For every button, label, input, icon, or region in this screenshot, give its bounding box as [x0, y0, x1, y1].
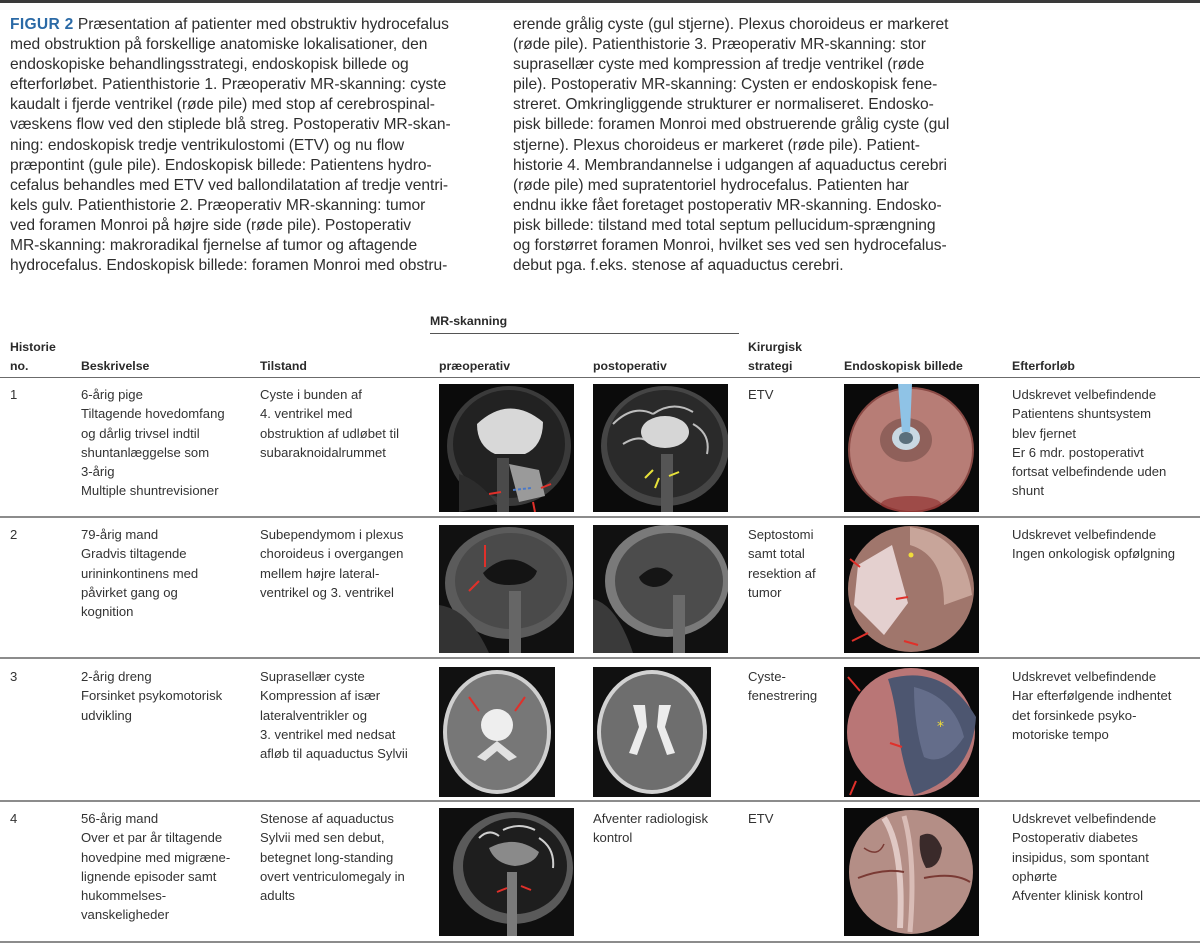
cell-line: ventrikel og 3. ventrikel [260, 584, 394, 600]
cell-line: lignende episoder samt [81, 868, 217, 884]
cell-line: ophørte [1012, 868, 1058, 884]
cell-tilstand [260, 385, 399, 462]
header-mr-skanning: MR-skanning [430, 314, 508, 328]
mri-sagittal-image [439, 808, 574, 936]
cell-line: Cyste- [748, 669, 786, 684]
cell-line: hukommelses- [81, 888, 167, 904]
endoscopic-image [844, 667, 979, 797]
yellow-star-marker [909, 553, 914, 558]
mr-skanning-rule [430, 333, 739, 334]
cell-line: 3. ventrikel med nedsat [260, 726, 396, 742]
cell-line: 56-årig mand [81, 811, 159, 826]
cell-line: Udskrevet velbefindende [1012, 811, 1157, 826]
cell-line: kognition [81, 604, 134, 620]
cell-line: shunt [1012, 483, 1045, 499]
figure-label: FIGUR 2 [10, 16, 74, 33]
header-strategi: strategi [748, 359, 793, 373]
cell-line: 4. ventrikel med [260, 406, 353, 422]
cell-line: afløb til aquaductus Sylvii [260, 746, 408, 762]
cell-line: kontrol [593, 830, 633, 846]
cell-kirurgisk-strategi [748, 809, 773, 828]
cell-line: Subependymom i plexus [260, 527, 404, 542]
caption-line: og forstørret foramen Monroi, hvilket ses ved sen hydrocefalus- [513, 237, 947, 255]
cell-no: 2 [10, 527, 18, 542]
mri-postoperative-3 [593, 667, 711, 797]
mri-preoperative-1 [439, 384, 574, 512]
cell-beskrivelse [81, 385, 225, 501]
cell-line: mellem højre lateral- [260, 565, 380, 581]
row-divider [0, 516, 1200, 518]
header-endoskopisk-billede: Endoskopisk billede [844, 359, 963, 373]
caption-line: kels gulv. Patienthistorie 2. Præoperativ MR-skanning: tumor [10, 196, 426, 214]
caption-line: ved foramen Monroi på højre side (røde pile). Postoperativ [10, 216, 411, 234]
caption-line: ning: endoskopisk tredje ventrikulostomi (ETV) og nu flow [10, 136, 405, 154]
caption-line: pile). Postoperativ MR-skanning: Cysten er endoskopisk fene- [513, 76, 938, 94]
mri-axial-image [439, 667, 555, 797]
cell-line: adults [260, 888, 295, 904]
cell-line: tumor [748, 584, 782, 600]
mri-sagittal-image [439, 384, 574, 512]
cell-line: Sylvii med sen debut, [260, 830, 385, 846]
cell-line: Er 6 mdr. postoperativt [1012, 444, 1144, 460]
cell-tilstand [260, 525, 403, 602]
cell-line: Multiple shuntrevisioner [81, 483, 219, 499]
cell-line: Afventer klinisk kontrol [1012, 888, 1143, 904]
mri-preoperative-3 [439, 667, 555, 797]
caption-line: endoskopiske behandlingsstrategi, endoskopisk billede og [10, 56, 409, 74]
cell-efterforlob [1012, 385, 1166, 501]
cell-line: 2-årig dreng [81, 669, 152, 684]
caption-line: debut pga. f.eks. stenose af aquaductus cerebri. [513, 257, 844, 275]
cell-line: fortsat velbefindende uden [1012, 464, 1167, 480]
cell-line: vanskeligheder [81, 907, 170, 923]
cell-tilstand [260, 667, 408, 763]
cell-no: 4 [10, 811, 18, 826]
mri-preoperative-4 [439, 808, 574, 936]
cell-line: shuntanlæggelse som [81, 444, 210, 460]
cell-line: Udskrevet velbefindende [1012, 669, 1157, 684]
figure-caption-right [513, 15, 998, 276]
cell-line: ETV [748, 387, 774, 402]
caption-line: suprasellær cyste med kompression af tredje ventrikel (røde [513, 56, 925, 74]
cell-line: hovedpine med migræne- [81, 849, 231, 865]
cell-line: Afventer radiologisk [593, 811, 708, 826]
cell-kirurgisk-strategi [748, 525, 816, 602]
figure-caption-left [10, 15, 492, 276]
cell-line: resektion af [748, 565, 816, 581]
cell-line: Stenose af aquaductus [260, 811, 394, 826]
row-divider [0, 800, 1200, 802]
caption-line: med obstruktion på forskellige anatomiske lokalisationer, den [10, 36, 428, 54]
endoscopic-image-3 [844, 667, 979, 797]
cell-line: choroideus i overgangen [260, 546, 404, 562]
caption-line: væskens flow ved den stiplede blå streg. Postoperativ MR-skan- [10, 116, 451, 134]
header-historie: Historie [10, 340, 56, 354]
cell-line: Postoperativ diabetes [1012, 830, 1138, 846]
cell-line: og dårlig trivsel indtil [81, 425, 200, 441]
cell-line: 3-årig [81, 464, 115, 480]
cell-kirurgisk-strategi [748, 385, 773, 404]
header-postoperativ: postoperativ [593, 359, 667, 373]
cell-postoperativ [593, 809, 708, 848]
cell-line: Har efterfølgende indhentet [1012, 688, 1172, 704]
row-divider [0, 657, 1200, 659]
cell-line: 79-årig mand [81, 527, 159, 542]
caption-line: erende grålig cyste (gul stjerne). Plexus choroideus er markeret [513, 16, 949, 33]
cell-line: betegnet long-standing [260, 849, 394, 865]
caption-line: præpontint (gule pile). Endoskopisk billede: Patientens hydro- [10, 156, 432, 174]
caption-line: pisk billede: tilstand med total septum pellucidum-sprængning [513, 216, 936, 234]
cell-line: subaraknoidalrummet [260, 444, 386, 460]
cell-tilstand [260, 809, 405, 905]
header-efterforlob: Efterforløb [1012, 359, 1075, 373]
caption-line: (røde pile). Patienthistorie 3. Præoperativ MR-skanning: stor [513, 36, 926, 54]
endoscopic-image-1 [844, 384, 979, 512]
caption-line: (røde pile) med supratentoriel hydrocefalus. Patienten har [513, 176, 909, 194]
cell-kirurgisk-strategi [748, 667, 817, 706]
mri-axial-image [593, 667, 711, 797]
caption-line: MR-skanning: makroradikal fjernelse af tumor og aftagende [10, 237, 418, 255]
cell-beskrivelse [81, 667, 222, 725]
yellow-star-marker: * [937, 719, 944, 735]
cell-efterforlob [1012, 809, 1156, 905]
cell-line: udvikling [81, 707, 132, 723]
cell-line: Suprasellær cyste [260, 669, 365, 684]
cell-line: Patientens shuntsystem [1012, 406, 1152, 422]
cell-line: Forsinket psykomotorisk [81, 688, 223, 704]
caption-line: historie 4. Membrandannelse i udgangen af aquaductus cerebri [513, 156, 947, 174]
cell-line: overt ventriculomegaly in [260, 868, 405, 884]
header-kirurgisk: Kirurgisk [748, 340, 802, 354]
header-no: no. [10, 359, 29, 373]
mri-sagittal-image [593, 384, 728, 512]
cell-line: blev fjernet [1012, 425, 1077, 441]
mri-postoperative-2 [593, 525, 728, 653]
cell-line: Kompression af især [260, 688, 381, 704]
top-rule [0, 0, 1200, 3]
cell-line: insipidus, som spontant [1012, 849, 1149, 865]
cell-line: lateralventrikler og [260, 707, 367, 723]
cell-line: ETV [748, 811, 774, 826]
header-praeoperativ: præoperativ [439, 359, 511, 373]
caption-line: FIGUR 2 Præsentation af patienter med obstruktiv hydrocefalus [10, 16, 449, 33]
caption-line: efterforløbet. Patienthistorie 1. Præoperativ MR-skanning: cyste [10, 76, 447, 94]
cell-line: det forsinkede psyko- [1012, 707, 1137, 723]
cell-no: 3 [10, 669, 18, 684]
caption-line: streret. Omkringliggende strukturer er normaliseret. Endosko- [513, 96, 934, 114]
cell-line: påvirket gang og [81, 584, 178, 600]
cell-efterforlob [1012, 667, 1171, 744]
endoscopic-image [844, 808, 979, 936]
cell-line: Septostomi [748, 527, 814, 542]
caption-line: cefalus behandles med ETV ved ballondilatation af tredje ventri- [10, 176, 449, 194]
caption-line: pisk billede: foramen Monroi med obstruerende grålig cyste (gul [513, 116, 950, 134]
caption-line: hydrocefalus. Endoskopisk billede: foramen Monroi med obstru- [10, 257, 448, 275]
cell-line: motoriske tempo [1012, 726, 1109, 742]
cell-line: Cyste i bunden af [260, 387, 362, 402]
cell-line: Over et par år tiltagende [81, 830, 223, 846]
header-beskrivelse: Beskrivelse [81, 359, 150, 373]
endoscopic-image-2 [844, 525, 979, 653]
cell-line: fenestrering [748, 688, 818, 704]
cell-line: urininkontinens med [81, 565, 199, 581]
cell-beskrivelse [81, 525, 198, 621]
caption-line: endnu ikke fået foretaget postoperativ MR-skanning. Endosko- [513, 196, 942, 214]
cell-line: Tiltagende hovedomfang [81, 406, 225, 422]
cell-no: 1 [10, 387, 18, 402]
mri-preoperative-2 [439, 525, 574, 653]
endoscopic-image-4 [844, 808, 979, 936]
header-tilstand: Tilstand [260, 359, 307, 373]
header-rule [0, 377, 1200, 378]
endoscopic-image [844, 525, 979, 653]
mri-sagittal-image [593, 525, 728, 653]
caption-line: stjerne). Plexus choroideus er markeret (røde pile). Patient- [513, 136, 920, 154]
cell-line: Udskrevet velbefindende [1012, 387, 1157, 402]
caption-line: kaudalt i fjerde ventrikel (røde pile) med stop af cerebrospinal- [10, 96, 435, 114]
mri-sagittal-image [439, 525, 574, 653]
mri-postoperative-1 [593, 384, 728, 512]
cell-line: Udskrevet velbefindende [1012, 527, 1157, 542]
cell-line: obstruktion af udløbet til [260, 425, 400, 441]
cell-line: Gradvis tiltagende [81, 546, 187, 562]
endoscopic-image [844, 384, 979, 512]
cell-efterforlob [1012, 525, 1175, 564]
cell-line: samt total [748, 546, 805, 562]
cell-beskrivelse [81, 809, 230, 925]
cell-line: 6-årig pige [81, 387, 143, 402]
cell-line: Ingen onkologisk opfølgning [1012, 546, 1176, 562]
